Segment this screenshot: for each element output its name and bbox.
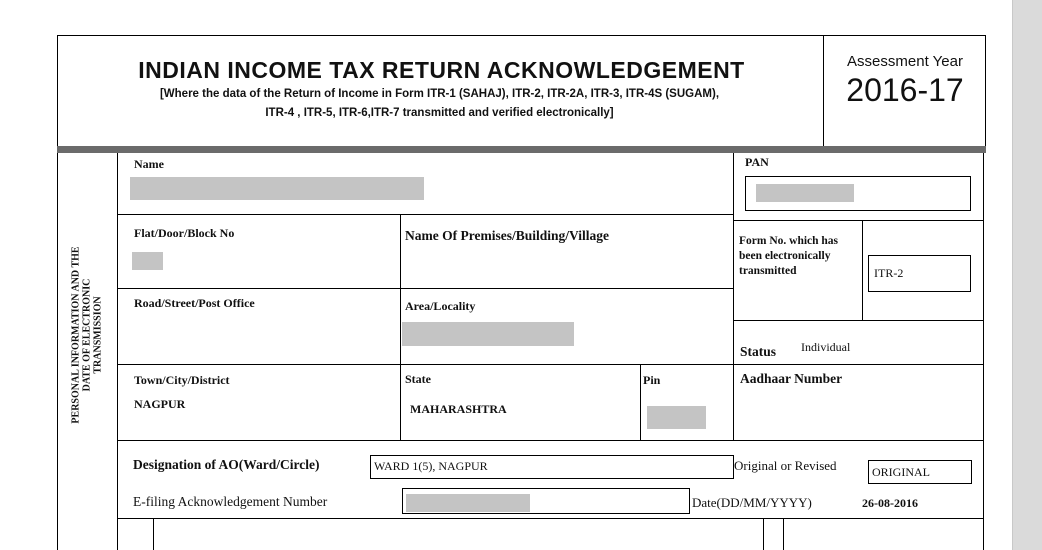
flat-label: Flat/Door/Block No — [134, 226, 235, 240]
col-line-pin — [640, 364, 641, 440]
page-title: INDIAN INCOME TAX RETURN ACKNOWLEDGEMENT — [138, 57, 745, 83]
road-label: Road/Street/Post Office — [134, 296, 255, 310]
pin-redacted — [647, 406, 706, 429]
status-value: Individual — [801, 340, 851, 354]
orig-rev-value: ORIGINAL — [872, 465, 930, 479]
date-label: Date(DD/MM/YYYY) — [692, 495, 812, 510]
ao-label: Designation of AO(Ward/Circle) — [133, 457, 320, 472]
side-label-line3: TRANSMISSION — [92, 296, 104, 374]
state-label: State — [405, 372, 431, 386]
orig-rev-label: Original or Revised — [734, 458, 837, 473]
col-line-premises — [400, 214, 401, 440]
aadhaar-label: Aadhaar Number — [740, 371, 843, 386]
next-row-divider-1 — [153, 518, 154, 550]
col-line-right-section — [733, 153, 734, 440]
row-line-town-bottom — [117, 440, 983, 441]
row-line-name-bottom — [117, 214, 733, 215]
side-label — [71, 185, 104, 485]
pin-label: Pin — [643, 373, 661, 387]
state-value: MAHARASHTRA — [410, 402, 507, 416]
status-label: Status — [740, 344, 777, 359]
assessment-year-value: 2016-17 — [846, 72, 964, 108]
pan-label: PAN — [745, 155, 769, 169]
name-redacted — [130, 177, 424, 200]
efiling-redacted — [406, 494, 530, 512]
row-line-town-top — [117, 364, 983, 365]
next-row-divider-3 — [783, 518, 784, 550]
assessment-year-label: Assessment Year — [847, 53, 963, 70]
town-label: Town/City/District — [134, 373, 230, 387]
form-no-value: ITR-2 — [874, 266, 904, 280]
page-subtitle-line2: ITR-4 , ITR-5, ITR-6,ITR-7 transmitted and verified electronically] — [265, 107, 614, 119]
section-col-divider — [117, 153, 118, 550]
row-line-efiling-bottom — [117, 518, 983, 519]
date-value: 26-08-2016 — [862, 496, 918, 510]
area-label: Area/Locality — [405, 299, 476, 313]
col-line-formno — [862, 220, 863, 320]
ao-value: WARD 1(5), NAGPUR — [374, 459, 488, 473]
name-label: Name — [134, 157, 164, 171]
page-subtitle-line1: [Where the data of the Return of Income in Form ITR-1 (SAHAJ), ITR-2, ITR-2A, ITR-3, ITR-4S (SUGAM), — [159, 88, 720, 100]
side-label-line2: DATE OF ELECTRONIC — [81, 278, 93, 392]
area-redacted — [402, 322, 574, 346]
form-no-label: Form No. which has been electronically transmitted — [739, 235, 839, 277]
row-line-flat-mid — [117, 288, 733, 289]
form-right-border — [983, 153, 984, 550]
row-line-status-top — [733, 320, 983, 321]
flat-redacted — [132, 252, 163, 270]
row-line-pan-bottom — [733, 220, 983, 221]
premises-label: Name Of Premises/Building/Village — [405, 228, 609, 243]
efiling-label: E-filing Acknowledgement Number — [133, 494, 328, 509]
next-row-divider-2 — [763, 518, 764, 550]
town-value: NAGPUR — [134, 397, 186, 411]
header-divider — [823, 35, 824, 148]
header-bottom-band — [57, 146, 986, 153]
side-label-line1: PERSONAL INFORMATION AND THE — [70, 246, 82, 424]
form-left-border — [57, 153, 58, 550]
pan-redacted — [756, 184, 854, 202]
